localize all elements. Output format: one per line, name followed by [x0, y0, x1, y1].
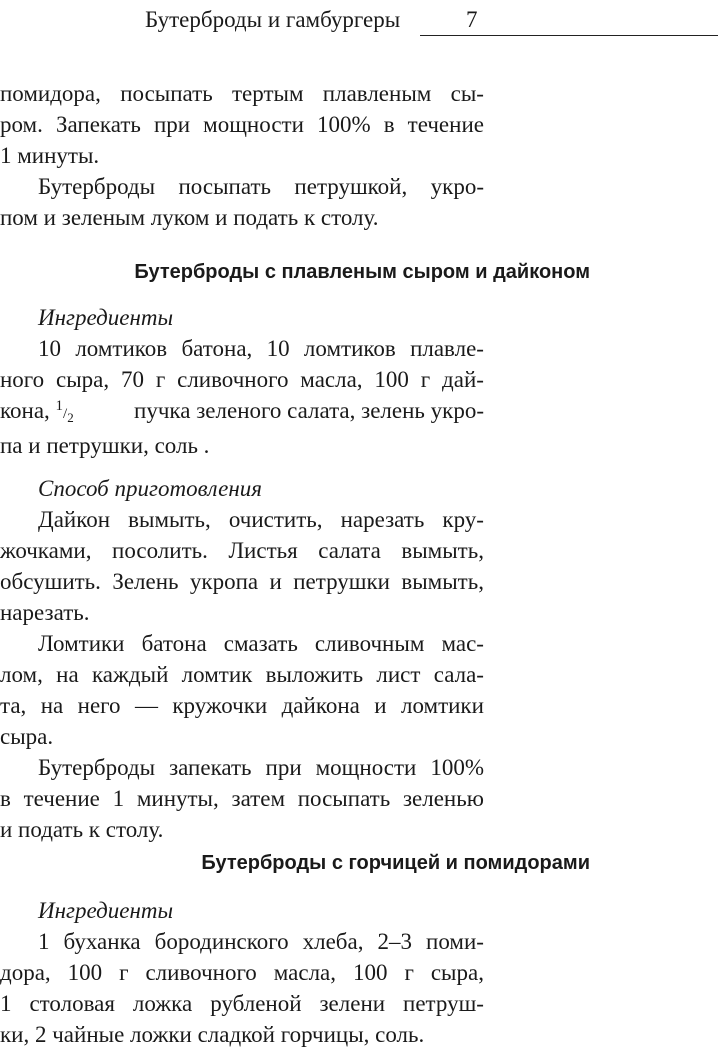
text-line: и подать к столу.: [0, 817, 164, 842]
recipe-title: Бутерброды с горчицей и помидорами: [201, 852, 590, 874]
fraction-denominator: 2: [67, 410, 74, 425]
text-fragment: пучка зеленого салата, зелень укро-: [134, 398, 484, 423]
running-title: Бутерброды и гамбургеры: [145, 7, 401, 32]
text-line: Дайкон вымыть, очистить, нарезать кру-: [38, 507, 484, 532]
text-line: Ломтики батона смазать сливочным мас-: [38, 631, 484, 656]
text-line: обсушить. Зелень укропа и петрушки вымыть,: [0, 569, 484, 594]
text-line: ки, 2 чайные ложки сладкой горчицы, соль.: [0, 1022, 425, 1047]
text-line: 1 минуты.: [0, 143, 100, 168]
recipe1-method: [0, 473, 484, 845]
header-rule: [420, 35, 718, 36]
text-line: па и петрушки, соль .: [0, 433, 210, 458]
fraction-numerator: 1: [55, 398, 64, 414]
ingredients-label: Ингредиенты: [38, 305, 174, 330]
intro-paragraph: [0, 78, 484, 233]
text-line: та, на него — кружочки дайкона и ломтики: [0, 693, 484, 718]
method-label: Способ приготовления: [38, 476, 262, 501]
text-line: пом и зеленым луком и подать к столу.: [0, 205, 379, 230]
text-line: нарезать.: [0, 600, 90, 625]
ingredients-label: Ингредиенты: [38, 898, 174, 923]
recipe1-ingredients: [0, 302, 484, 461]
recipe2-ingredients: [0, 895, 484, 1050]
text-line: лом, на каждый ломтик выложить лист сала-: [0, 662, 484, 687]
text-line: 1 буханка бородинского хлеба, 2–3 поми-: [38, 929, 484, 954]
text-fragment: кона,: [0, 398, 56, 423]
text-line: 10 ломтиков батона, 10 ломтиков плавле-: [38, 336, 484, 361]
fraction: 1/2: [55, 398, 74, 425]
text-line: 1 столовая ложка рубленой зелени петруш-: [0, 991, 484, 1016]
text-line: дора, 100 г сливочного масла, 100 г сыра,: [0, 960, 484, 985]
page-number: 7: [466, 7, 478, 32]
text-line: жочками, посолить. Листья салата вымыть,: [0, 538, 484, 563]
text-line: ром. Запекать при мощности 100% в течение: [0, 112, 484, 137]
text-line: Бутерброды запекать при мощности 100%: [38, 755, 484, 780]
text-line-with-fraction: [0, 395, 484, 430]
text-line: ного сыра, 70 г сливочного масла, 100 г дай-: [0, 367, 484, 392]
text-line: в течение 1 минуты, затем посыпать зеленью: [0, 786, 484, 811]
text-line: Бутерброды посыпать петрушкой, укро-: [38, 174, 484, 199]
text-line: сыра.: [0, 724, 54, 749]
running-head: [0, 4, 720, 38]
recipe-title: Бутерброды с плавленым сыром и дайконом: [134, 261, 590, 283]
text-line: помидора, посыпать тертым плавленым сы-: [0, 81, 484, 106]
